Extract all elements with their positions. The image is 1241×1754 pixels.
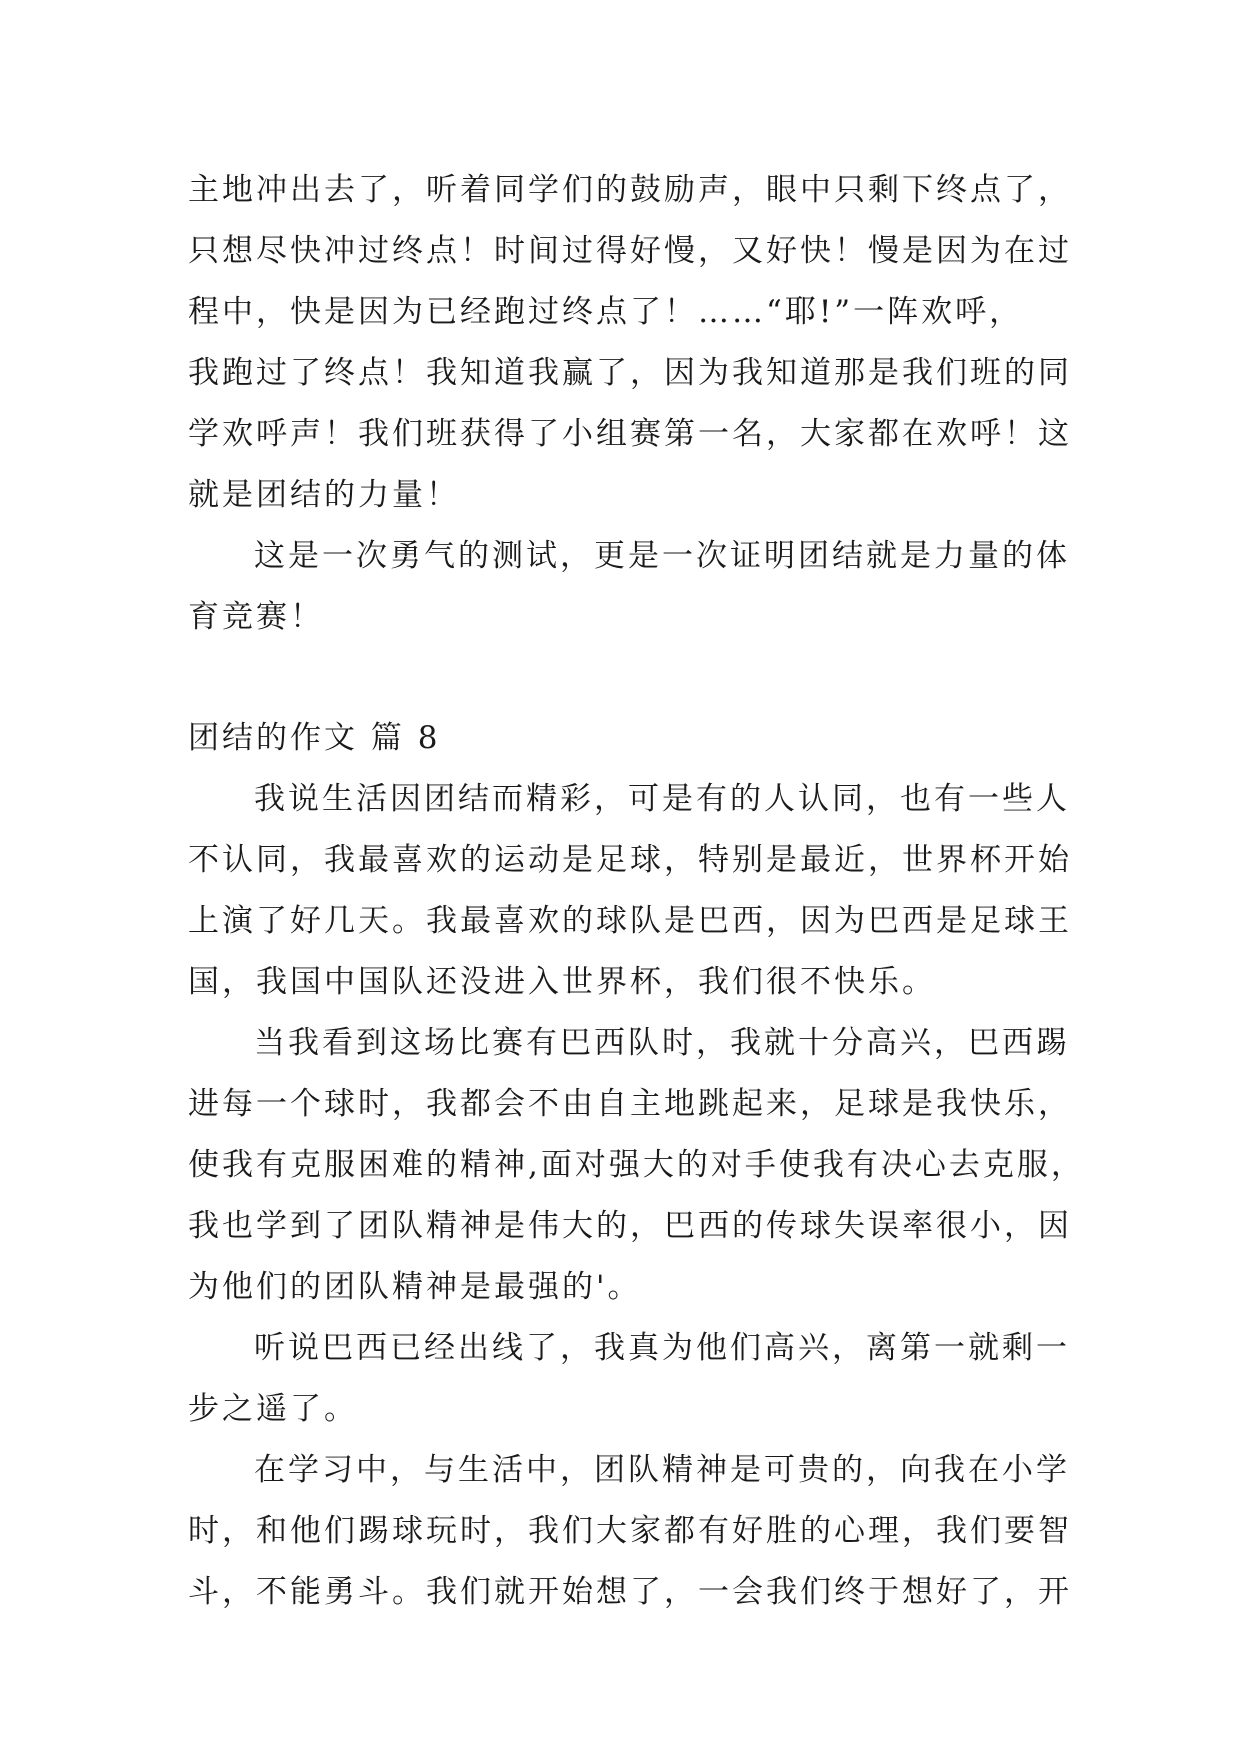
section-title: 团结的作文 篇 8 (188, 720, 441, 756)
text-line: 使我有克服困难的精神,面对强大的对手使我有决心去克服， (188, 1147, 1085, 1183)
paragraph-3 (188, 1318, 1068, 1440)
text-line: 我也学到了团队精神是伟大的，巴西的传球失误率很小，因 (188, 1208, 1072, 1244)
text-line: 为他们的团队精神是最强的'。 (188, 1269, 642, 1305)
text-line: 步之遥了。 (188, 1391, 358, 1427)
text-line: 听说巴西已经出线了，我真为他们高兴，离第一就剩一 (254, 1330, 1070, 1366)
text-line: 程中，快是因为已经跑过终点了！……“耶!”一阵欢呼， (188, 294, 1024, 330)
paragraph-continued (188, 160, 1072, 526)
paragraph-2 (188, 1013, 1085, 1318)
text-line: 这是一次勇气的测试，更是一次证明团结就是力量的体 (254, 538, 1070, 574)
text-line: 在学习中，与生活中，团队精神是可贵的，向我在小学 (254, 1452, 1070, 1488)
text-line: 我跑过了终点！我知道我赢了，因为我知道那是我们班的同 (188, 355, 1072, 391)
text-line: 我说生活因团结而精彩，可是有的人认同，也有一些人 (254, 781, 1070, 817)
text-line: 斗，不能勇斗。我们就开始想了，一会我们终于想好了，开 (188, 1574, 1072, 1610)
text-line: 国，我国中国队还没进入世界杯，我们很不快乐。 (188, 964, 936, 1000)
section-gap (188, 648, 1068, 708)
paragraph-closing (188, 526, 1068, 648)
text-line: 只想尽快冲过终点！时间过得好慢，又好快！慢是因为在过 (188, 233, 1072, 269)
text-line: 学欢呼声！我们班获得了小组赛第一名，大家都在欢呼！这 (188, 416, 1072, 452)
text-line: 时，和他们踢球玩时，我们大家都有好胜的心理，我们要智 (188, 1513, 1072, 1549)
text-line: 进每一个球时，我都会不由自主地跳起来，足球是我快乐， (188, 1086, 1072, 1122)
text-line: 当我看到这场比赛有巴西队时，我就十分高兴，巴西踢 (254, 1025, 1070, 1061)
document-body (188, 160, 1085, 1623)
paragraph-1 (188, 769, 1072, 1013)
text-line: 主地冲出去了，听着同学们的鼓励声，眼中只剩下终点了， (188, 172, 1072, 208)
paragraph-4 (188, 1440, 1072, 1623)
text-line: 上演了好几天。我最喜欢的球队是巴西，因为巴西是足球王 (188, 903, 1072, 939)
text-line: 育竞赛！ (188, 599, 324, 635)
text-line: 就是团结的力量！ (188, 477, 460, 513)
text-line: 不认同，我最喜欢的运动是足球，特别是最近，世界杯开始 (188, 842, 1072, 878)
